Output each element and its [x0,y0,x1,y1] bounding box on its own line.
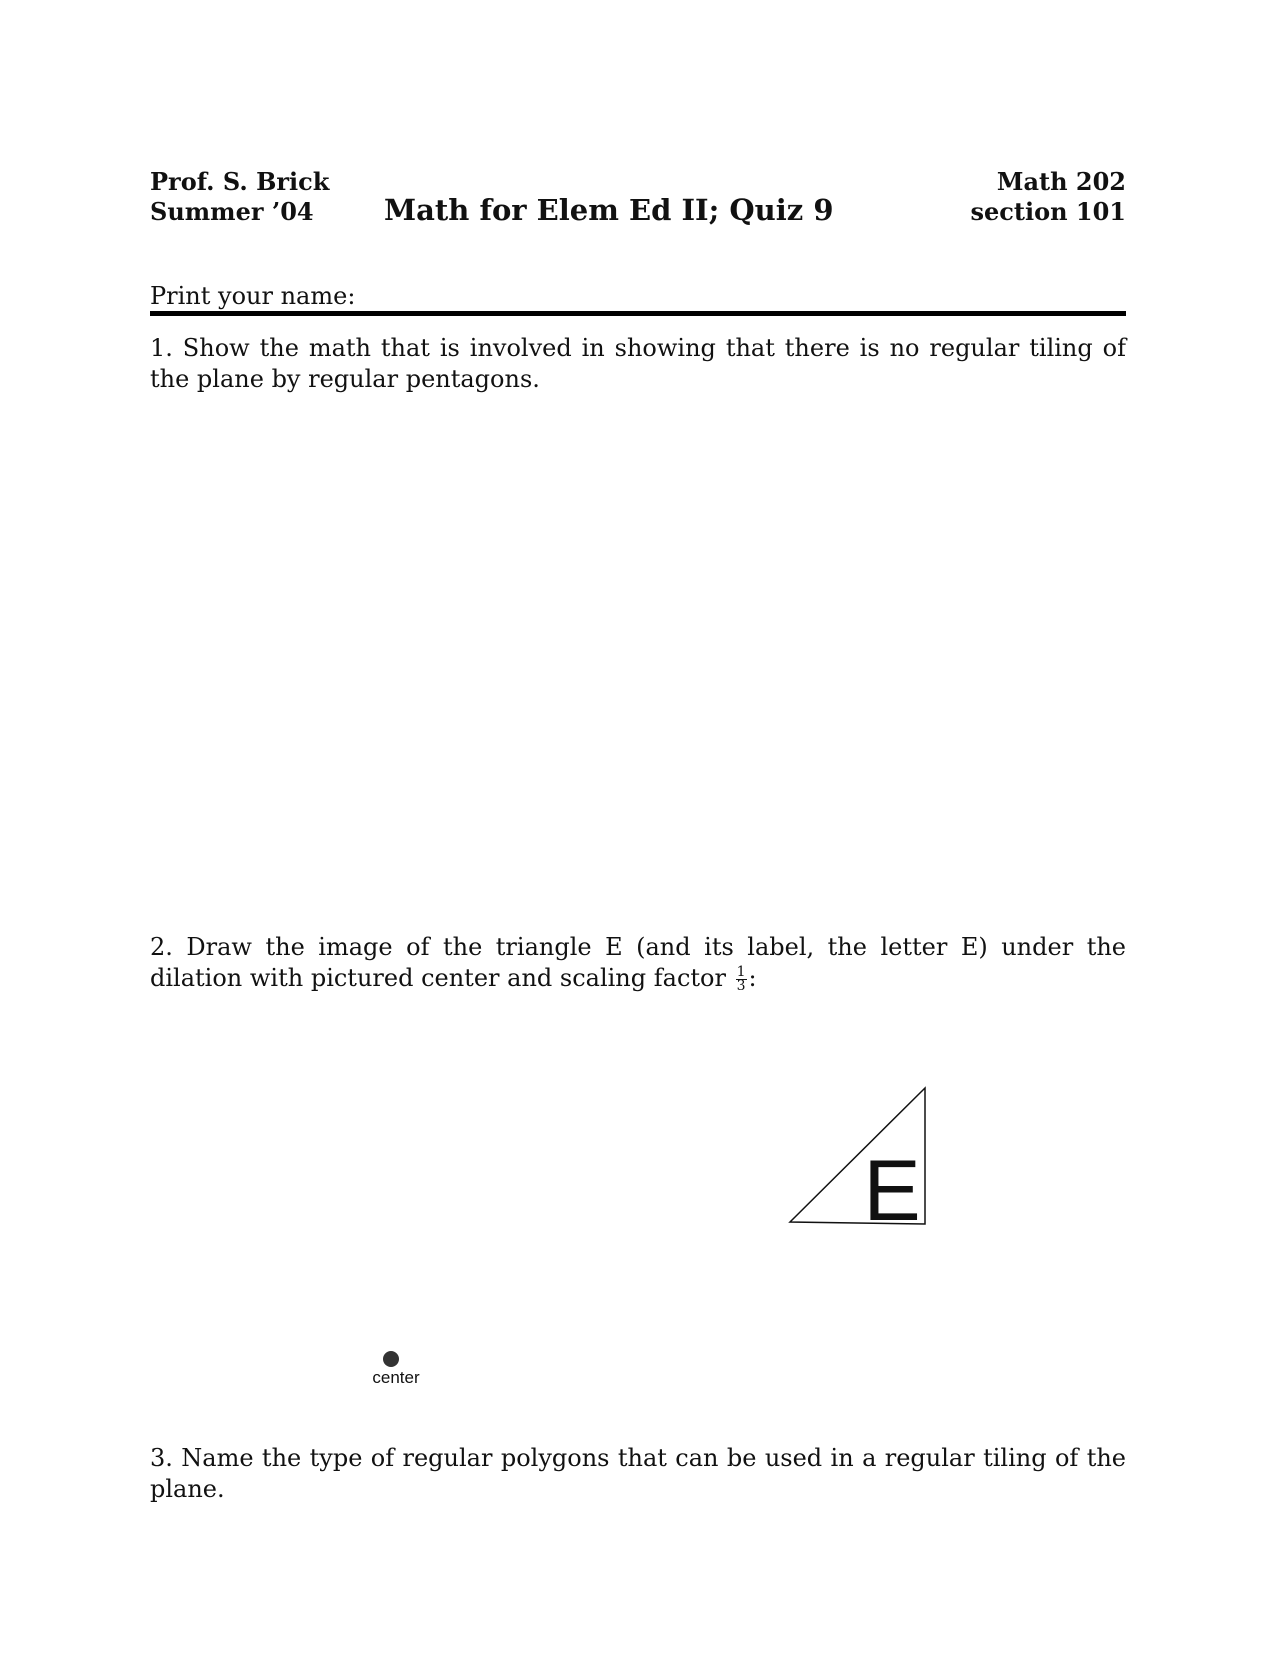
header-right [970,167,1126,227]
problem-1: 1. Show the math that is involved in showing that there is no regular tiling of the plane by regular pentagons. [150,334,1126,393]
fraction-numerator: 1 [736,964,746,980]
name-field[interactable] [150,283,1126,313]
center-point [383,1351,399,1367]
triangle-label: E [863,1143,921,1239]
section-number: section 101 [970,197,1126,226]
header-left [150,167,329,227]
name-label: Print your name: [150,282,356,310]
triangle-e [790,1088,925,1224]
term: Summer ’04 [150,197,314,226]
problem-2 [150,932,1126,994]
page-title: Math for Elem Ed II; Quiz 9 [384,193,834,227]
course-number: Math 202 [996,167,1126,196]
scaling-factor-fraction [736,966,747,993]
name-underline [150,311,1126,316]
problem-3: 3. Name the type of regular polygons that can be used in a regular tiling of the plane. [150,1444,1126,1503]
instructor-name: Prof. S. Brick [150,167,330,196]
fraction-denominator: 3 [736,978,746,994]
problem-2-suffix: : [748,964,757,992]
problem-2-text: 2. Draw the image of the triangle E (and its label, the letter E) under the dilation with pictured center and scaling factor [150,933,1126,992]
center-label: center [372,1368,420,1387]
